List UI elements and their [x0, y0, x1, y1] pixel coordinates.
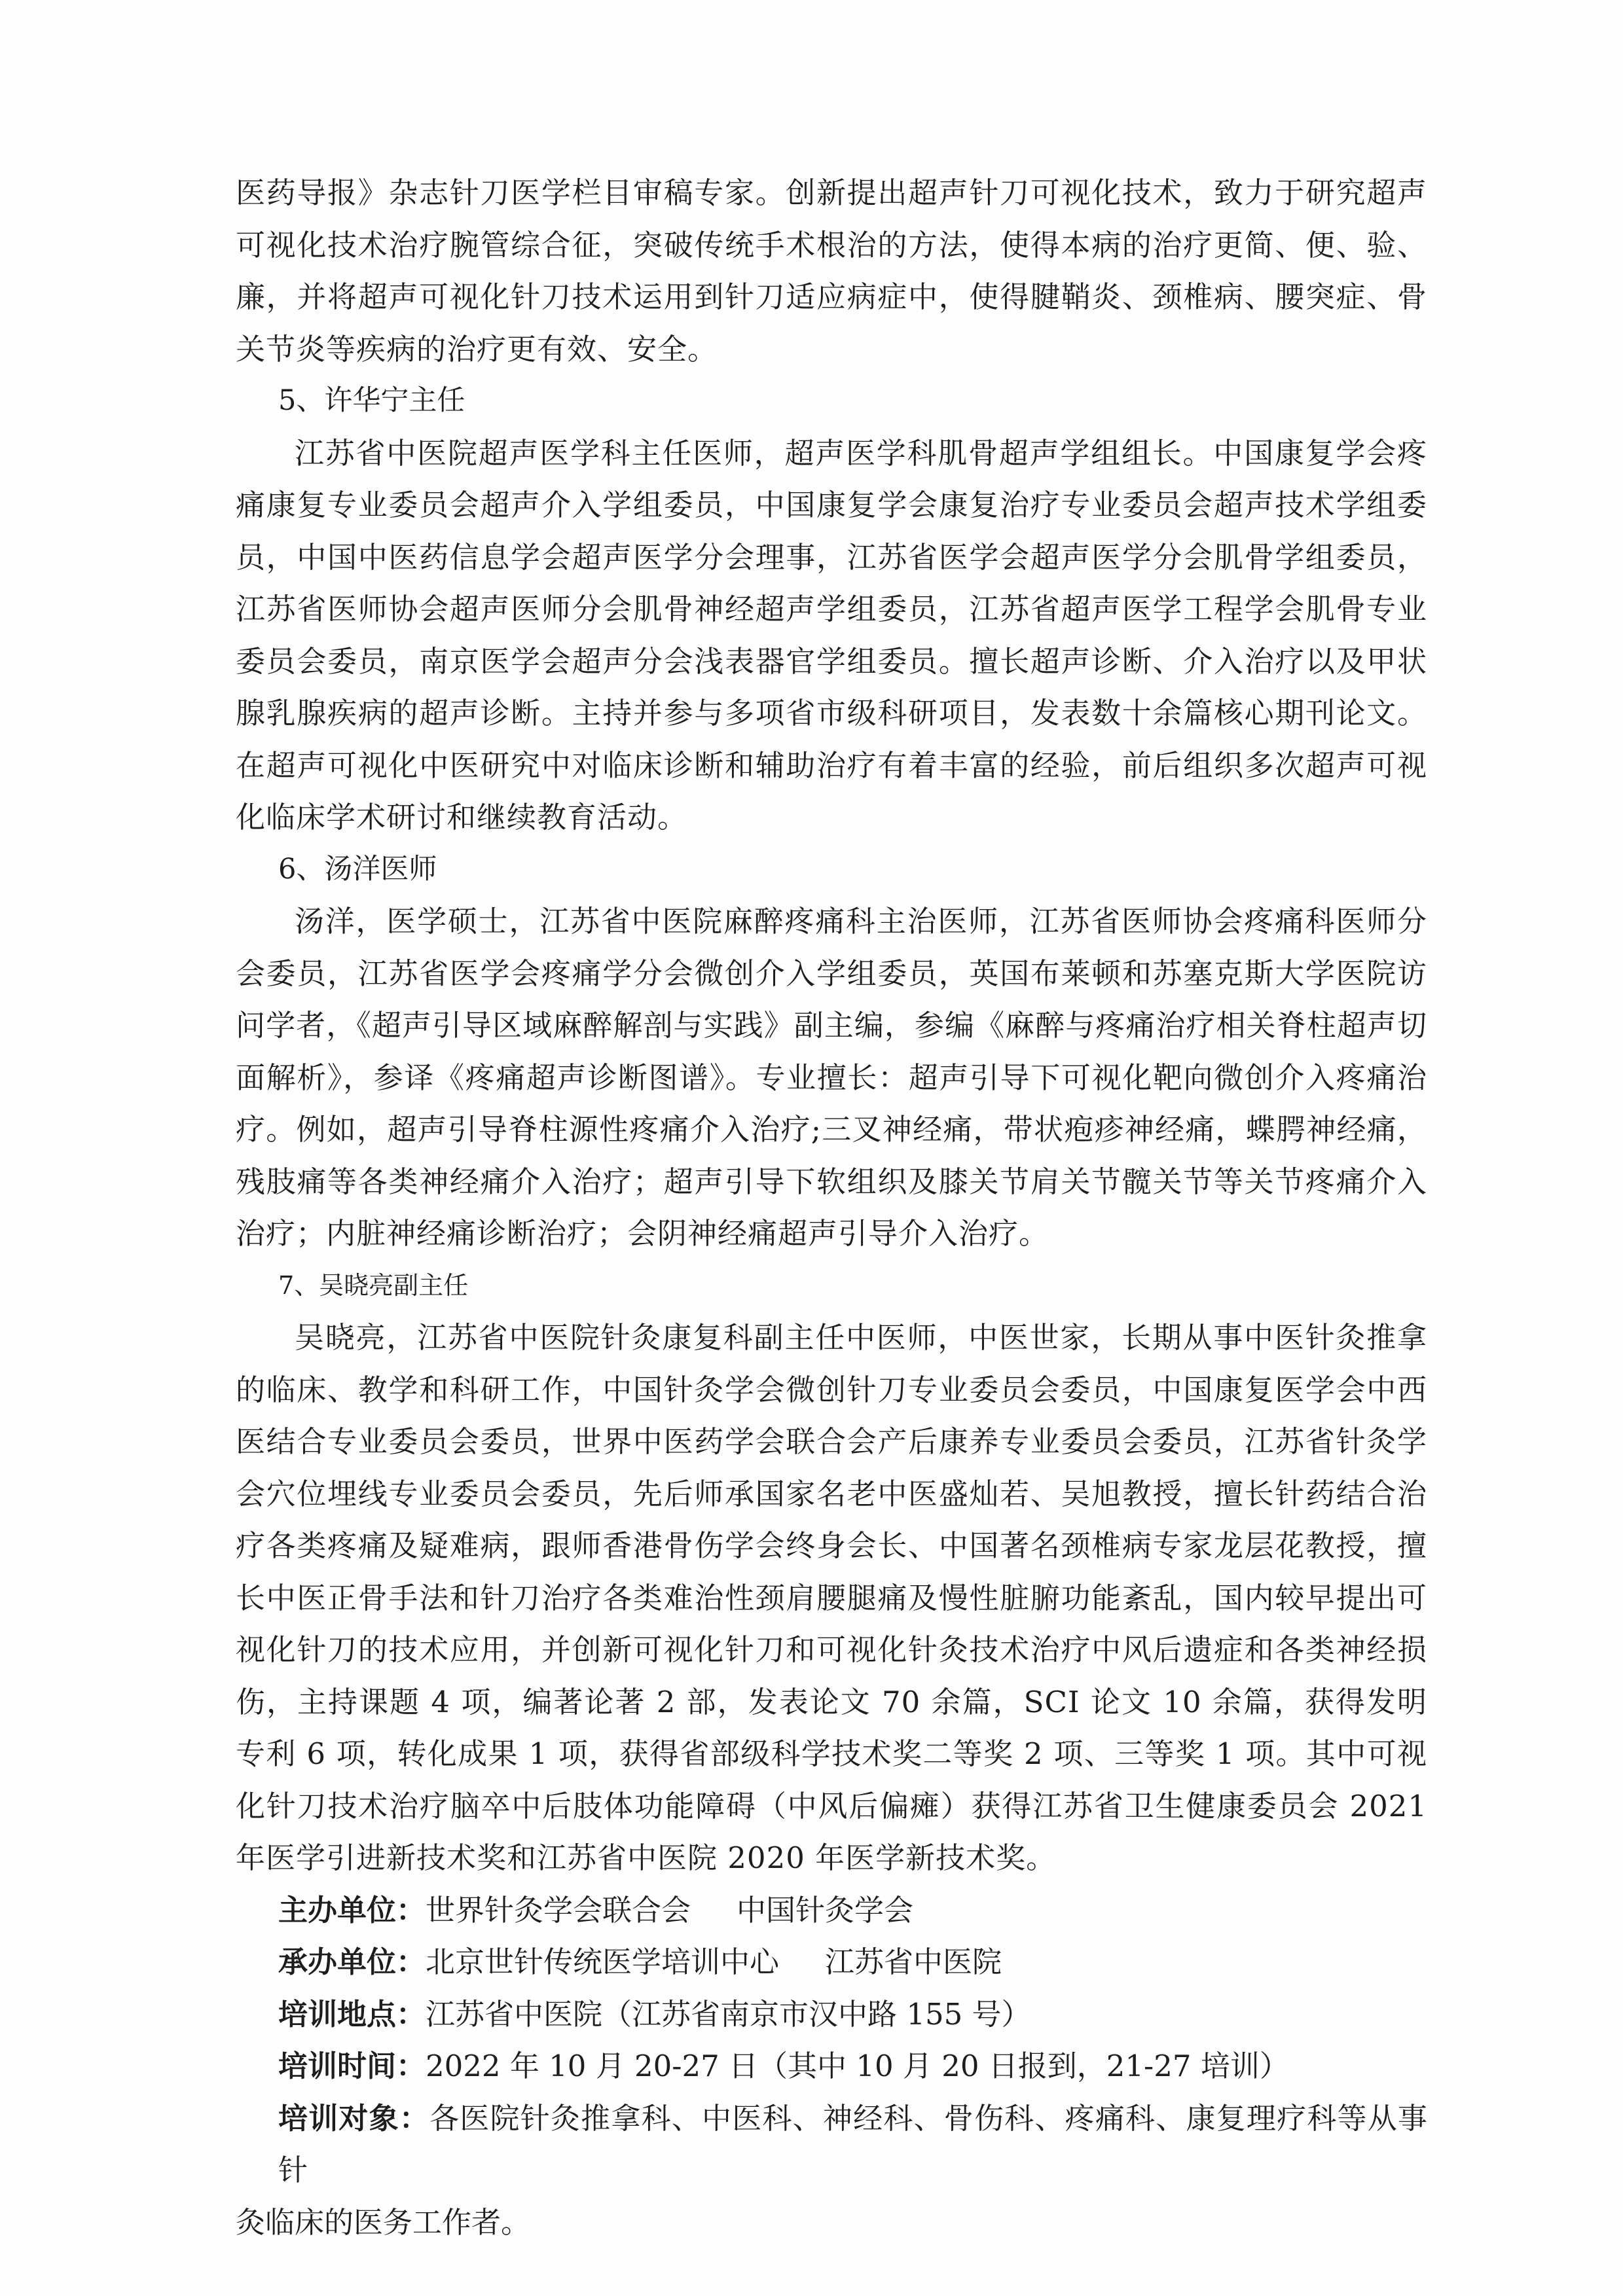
intro-paragraph: 医药导报》杂志针刀医学栏目审稿专家。创新提出超声针刀可视化技术，致力于研究超声可视化技术治疗腕管综合征，突破传统手术根治的方法，使得本病的治疗更简、便、验、廉，并将超声可视化针刀技术运用到针刀适应病症中，使得腱鞘炎、颈椎病、腰突症、骨关节炎等疾病的治疗更有效、安全。 [236, 175, 1427, 367]
expert-heading-5: 5、许华宁主任 [278, 384, 465, 417]
time-line [236, 2040, 1427, 2092]
expert-heading-6: 6、汤洋医师 [278, 852, 437, 886]
organizer-line [236, 1884, 1427, 1937]
expert-bio-7: 吴晓亮，江苏省中医院针灸康复科副主任中医师，中医世家，长期从事中医针灸推拿的临床、教学和科研工作，中国针灸学会微创针刀专业委员会委员，中国康复医学会中西医结合专业委员会委员，世界中医药学会联合会产后康养专业委员会委员，江苏省针灸学会穴位埋线专业委员会委员，先后师承国家名老中医盛灿若、吴旭教授，擅长针药结合治疗各类疼痛及疑难病，跟师香港骨伤学会终身会长、中国著名颈椎病专家龙层花教授，擅长中医正骨手法和针刀治疗各类难治性颈肩腰腿痛及慢性脏腑功能紊乱，国内较早提出可视化针刀的技术应用，并创新可视化针刀和可视化针灸技术治疗中风后遗症和各类神经损伤，主持课题 4 项，编著论著 2 部，发表论文 70 余篇，SCI 论文 10 余篇，获得发明专利 6 项，转化成果 1 项，获得省部级科学技术奖二等奖 2 项、三等奖 1 项。其中可视化针刀技术治疗脑卒中后肢体功能障碍（中风后偏瘫）获得江苏省卫生健康委员会 2021 年医学引进新技术奖和江苏省中医院 2020 年医学新技术奖。 [236, 1320, 1427, 1875]
location-value: 江苏省中医院（江苏省南京市汉中路 155 号） [426, 1996, 1031, 2032]
document-page [236, 167, 1427, 2248]
organizer-1: 世界针灸学会联合会 [426, 1892, 691, 1928]
host-label: 承办单位： [278, 1945, 426, 1979]
audience-value-2: 灸临床的医务工作者。 [236, 2204, 531, 2240]
time-label: 培训时间： [278, 2049, 426, 2083]
expert-bio-5: 江苏省中医院超声医学科主任医师，超声医学科肌骨超声学组组长。中国康复学会疼痛康复专业委员会超声介入学组委员，中国康复学会康复治疗专业委员会超声技术学组委员，中国中医药信息学会超声医学分会理事，江苏省医学会超声医学分会肌骨学组委员，江苏省医师协会超声医师分会肌骨神经超声学组委员，江苏省超声医学工程学会肌骨专业委员会委员，南京医学会超声分会浅表器官学组委员。擅长超声诊断、介入治疗以及甲状腺乳腺疾病的超声诊断。主持并参与多项省市级科研项目，发表数十余篇核心期刊论文。在超声可视化中医研究中对临床诊断和辅助治疗有着丰富的经验，前后组织多次超声可视化临床学术研讨和继续教育活动。 [236, 435, 1427, 834]
host-1: 北京世针传统医学培训中心 [426, 1945, 780, 1979]
expert-heading-7: 7、吴晓亮副主任 [278, 1270, 469, 1300]
time-value: 2022 年 10 月 20-27 日（其中 10 月 20 日报到，21-27 培训） [426, 2049, 1289, 2083]
host-2: 江苏省中医院 [825, 1945, 1002, 1979]
location-line [236, 1988, 1427, 2041]
organizer-2: 中国针灸学会 [737, 1892, 914, 1928]
audience-label: 培训对象： [278, 2100, 430, 2136]
location-label: 培训地点： [278, 1996, 426, 2032]
audience-line [236, 2092, 1427, 2249]
host-line [236, 1936, 1427, 1988]
expert-bio-6: 汤洋，医学硕士，江苏省中医院麻醉疼痛科主治医师，江苏省医师协会疼痛科医师分会委员，江苏省医学会疼痛学分会微创介入学组委员，英国布莱顿和苏塞克斯大学医院访问学者，《超声引导区域麻醉解剖与实践》副主编，参编《麻醉与疼痛治疗相关脊柱超声切面解析》，参译《疼痛超声诊断图谱》。专业擅长：超声引导下可视化靶向微创介入疼痛治疗。例如，超声引导脊柱源性疼痛介入治疗;三叉神经痛，带状疱疹神经痛，蝶腭神经痛，残肢痛等各类神经痛介入治疗；超声引导下软组织及膝关节肩关节髋关节等关节疼痛介入治疗；内脏神经痛诊断治疗；会阴神经痛超声引导介入治疗。 [236, 904, 1427, 1251]
organizer-label: 主办单位： [278, 1892, 426, 1928]
audience-value-1: 各医院针灸推拿科、中医科、神经科、骨伤科、疼痛科、康复理疗科等从事针 [278, 2100, 1427, 2187]
